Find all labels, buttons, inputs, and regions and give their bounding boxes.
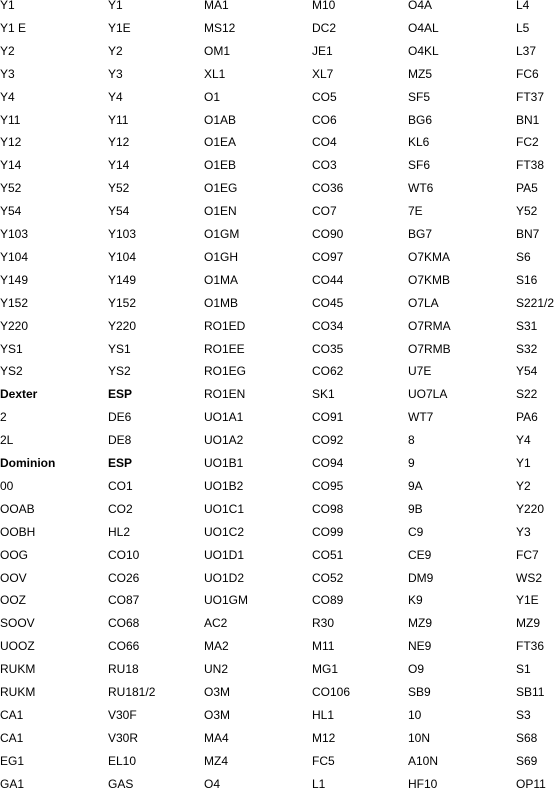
code-cell: Y1E — [108, 20, 131, 35]
code-cell: OOZ — [0, 593, 26, 608]
code-cell: FC5 — [312, 753, 335, 768]
code-cell: V30R — [108, 730, 139, 745]
code-cell: WT6 — [408, 181, 434, 196]
code-cell: O1EG — [204, 181, 238, 196]
code-cell: CO87 — [108, 593, 140, 608]
code-cell: O1 — [204, 89, 221, 104]
code-cell: 9A — [408, 478, 423, 493]
code-cell: SB11 — [516, 685, 545, 699]
code-cell: UO1D1 — [204, 547, 245, 562]
code-cell: 9B — [408, 501, 423, 516]
code-cell: UN2 — [204, 662, 229, 677]
code-cell: CO2 — [108, 501, 133, 516]
code-cell: DC2 — [312, 20, 337, 35]
code-cell: UOOZ — [0, 639, 35, 654]
code-cell: O3M — [204, 685, 231, 699]
code-cell: L1 — [312, 776, 326, 791]
code-cell: GAS — [108, 776, 134, 791]
code-cell: FT38 — [516, 158, 545, 173]
code-cell: CO35 — [312, 341, 344, 356]
code-cell: HL2 — [108, 524, 131, 539]
code-cell: U7E — [408, 364, 432, 379]
code-cell: Y149 — [108, 272, 137, 287]
code-cell: OOAB — [0, 501, 35, 516]
code-cell: RUKM — [0, 662, 36, 677]
code-cell: 2L — [0, 433, 14, 448]
code-cell: 10 — [408, 707, 422, 722]
code-cell: 00 — [0, 478, 14, 493]
code-cell: O1GM — [204, 227, 240, 241]
code-cell: PA5 — [516, 181, 538, 196]
code-cell: WT7 — [408, 410, 434, 425]
code-cell: M10 — [312, 0, 336, 12]
code-cell: S68 — [516, 730, 538, 745]
code-cell: 9 — [408, 456, 415, 470]
code-cell: Y12 — [108, 135, 130, 150]
code-cell: Y11 — [108, 112, 129, 127]
code-cell: Y220 — [108, 318, 137, 333]
code-cell: CO5 — [312, 89, 337, 104]
code-cell: 7E — [408, 204, 423, 219]
code-cell: DM9 — [408, 570, 434, 585]
code-cell: CO99 — [312, 524, 344, 539]
code-cell: RU181/2 — [108, 685, 156, 699]
code-cell: PA6 — [516, 410, 538, 425]
code-cell: YS1 — [0, 341, 23, 356]
code-cell: NE9 — [408, 639, 432, 654]
code-cell: CO95 — [312, 478, 344, 493]
code-cell: UO1B1 — [204, 456, 244, 470]
code-cell: RO1EN — [204, 387, 246, 402]
code-cell: CO97 — [312, 249, 344, 264]
code-cell: O3M — [204, 707, 231, 722]
code-cell: Y149 — [0, 272, 29, 287]
code-cell: SF5 — [408, 89, 431, 104]
code-cell: WS2 — [516, 570, 543, 585]
code-cell: V30F — [108, 707, 137, 722]
code-cell: O9 — [408, 662, 425, 677]
code-cell: S1 — [516, 662, 531, 677]
code-cell: Y220 — [0, 318, 29, 333]
code-cell: Y1 — [516, 456, 531, 470]
code-cell: L5 — [516, 20, 530, 35]
code-cell: Y3 — [516, 524, 531, 539]
code-cell: YS2 — [108, 364, 131, 379]
code-cell: O1AB — [204, 112, 237, 127]
code-cell: L37 — [516, 43, 537, 58]
code-cell: O7LA — [408, 295, 439, 310]
code-cell: CO89 — [312, 593, 344, 608]
code-cell: K9 — [408, 593, 423, 608]
code-cell: UO7LA — [408, 387, 448, 402]
code-cell: Y1 — [0, 0, 15, 12]
code-cell: CO3 — [312, 158, 337, 173]
code-cell: Y54 — [108, 204, 130, 219]
code-cell: Y54 — [0, 204, 22, 219]
code-cell: ESP — [108, 456, 133, 470]
code-cell: RO1EE — [204, 341, 245, 356]
code-cell: Y12 — [0, 135, 22, 150]
code-cell: UO1A1 — [204, 410, 244, 425]
code-cell: MA2 — [204, 639, 229, 654]
code-cell: CA1 — [0, 730, 24, 745]
code-cell: RO1ED — [204, 318, 246, 333]
code-cell: CO6 — [312, 112, 337, 127]
code-cell: S69 — [516, 753, 538, 768]
code-cell: FC6 — [516, 66, 539, 81]
code-cell: O4A — [408, 0, 433, 12]
code-cell: O1MA — [204, 272, 239, 287]
code-cell: S3 — [516, 707, 531, 722]
code-cell: CO62 — [312, 364, 344, 379]
code-cell: MZ9 — [516, 616, 540, 631]
code-cell: Y52 — [516, 204, 538, 219]
code-cell: MZ4 — [204, 753, 228, 768]
code-cell: O7RMB — [408, 341, 451, 356]
code-cell: Y1E — [516, 593, 539, 608]
code-cell: OM1 — [204, 43, 231, 58]
code-cell: MS12 — [204, 20, 236, 35]
code-cell: Y4 — [108, 89, 123, 104]
code-cell: DE8 — [108, 433, 132, 448]
code-cell: S31 — [516, 318, 538, 333]
code-cell: OOV — [0, 570, 27, 585]
code-cell: Y103 — [0, 227, 29, 241]
code-cell: 10N — [408, 730, 431, 745]
code-cell: RU18 — [108, 662, 139, 677]
code-cell: RUKM — [0, 685, 36, 699]
code-cell: Dominion — [0, 456, 56, 470]
code-cell: HL1 — [312, 707, 335, 722]
code-cell: Y152 — [0, 295, 29, 310]
code-cell: CO68 — [108, 616, 140, 631]
code-cell: UO1C1 — [204, 501, 245, 516]
code-cell: O1GH — [204, 249, 239, 264]
code-cell: S22 — [516, 387, 538, 402]
code-cell: GA1 — [0, 776, 25, 791]
code-cell: CE9 — [408, 547, 432, 562]
code-cell: S16 — [516, 272, 538, 287]
code-cell: OOG — [0, 547, 29, 562]
code-cell: FC2 — [516, 135, 539, 150]
code-cell: SK1 — [312, 387, 335, 402]
code-cell: Y104 — [108, 249, 137, 264]
code-cell: AC2 — [204, 616, 228, 631]
code-cell: Y104 — [0, 249, 29, 264]
code-cell: CO36 — [312, 181, 344, 196]
code-cell: RO1EG — [204, 364, 247, 379]
code-cell: CO51 — [312, 547, 344, 562]
code-cell: DE6 — [108, 410, 132, 425]
code-cell: ESP — [108, 387, 133, 402]
code-cell: MZ5 — [408, 66, 432, 81]
code-cell: M11 — [312, 639, 335, 654]
code-cell: CO7 — [312, 204, 337, 219]
code-cell: O1EN — [204, 204, 237, 219]
code-cell: UO1C2 — [204, 524, 245, 539]
code-cell: Y3 — [0, 66, 15, 81]
code-cell: CO45 — [312, 295, 344, 310]
code-cell: CO4 — [312, 135, 337, 150]
code-cell: C9 — [408, 524, 424, 539]
code-cell: MZ9 — [408, 616, 432, 631]
code-cell: R30 — [312, 616, 335, 631]
code-cell: O4AL — [408, 20, 439, 35]
code-cell: XL1 — [204, 66, 226, 81]
code-cell: O7KMA — [408, 249, 451, 264]
code-cell: A10N — [408, 753, 439, 768]
code-cell: OP11 — [516, 776, 546, 791]
code-cell: SOOV — [0, 616, 35, 631]
code-cell: OOBH — [0, 524, 36, 539]
code-cell: UO1D2 — [204, 570, 245, 585]
code-cell: HF10 — [408, 776, 438, 791]
code-cell: EL10 — [108, 753, 137, 768]
code-cell: CO98 — [312, 501, 344, 516]
code-cell: UO1A2 — [204, 433, 244, 448]
code-cell: Y4 — [516, 433, 531, 448]
code-cell: YS1 — [108, 341, 131, 356]
code-cell: FT37 — [516, 89, 545, 104]
code-cell: Y2 — [0, 43, 15, 58]
code-cell: FT36 — [516, 639, 545, 654]
code-cell: BN1 — [516, 112, 540, 127]
code-cell: SB9 — [408, 685, 431, 699]
code-cell: CO52 — [312, 570, 344, 585]
code-cell: Dexter — [0, 387, 38, 402]
code-cell: 2 — [0, 410, 7, 425]
code-cell: CO90 — [312, 227, 344, 241]
code-cell: CO10 — [108, 547, 140, 562]
code-cell: Y4 — [0, 89, 15, 104]
code-cell: Y14 — [108, 158, 130, 173]
code-cell: CO34 — [312, 318, 344, 333]
code-cell: Y52 — [0, 181, 22, 196]
code-cell: O4 — [204, 776, 221, 791]
code-cell: MA1 — [204, 0, 229, 12]
code-cell: KL6 — [408, 135, 430, 150]
code-cell: S221/2 — [516, 295, 555, 310]
code-cell: UO1GM — [204, 593, 249, 608]
code-cell: YS2 — [0, 364, 23, 379]
code-cell: MA4 — [204, 730, 229, 745]
code-cell: JE1 — [312, 43, 333, 58]
code-cell: O1EA — [204, 135, 237, 150]
code-cell: O7RMA — [408, 318, 451, 333]
code-cell: Y220 — [516, 501, 545, 516]
code-cell: FC7 — [516, 547, 539, 562]
code-cell: Y52 — [108, 181, 130, 196]
code-cell: BG7 — [408, 227, 433, 241]
code-cell: Y2 — [516, 478, 531, 493]
code-cell: CO91 — [312, 410, 344, 425]
code-cell: SF6 — [408, 158, 431, 173]
code-cell: Y54 — [516, 364, 538, 379]
code-cell: Y2 — [108, 43, 123, 58]
code-cell: O1MB — [204, 295, 239, 310]
code-cell: CO1 — [108, 478, 133, 493]
code-cell: O1EB — [204, 158, 237, 173]
code-cell: CO92 — [312, 433, 344, 448]
code-cell: Y152 — [108, 295, 137, 310]
code-cell: Y11 — [0, 112, 21, 127]
code-cell: CO44 — [312, 272, 344, 287]
code-cell: BN7 — [516, 227, 540, 241]
code-cell: M12 — [312, 730, 336, 745]
code-cell: S6 — [516, 249, 531, 264]
code-cell: Y1 — [108, 0, 123, 12]
code-cell: Y3 — [108, 66, 123, 81]
code-cell: EG1 — [0, 753, 25, 768]
code-cell: CO94 — [312, 456, 344, 470]
code-cell: L4 — [516, 0, 530, 12]
code-cell: Y1 E — [0, 20, 27, 35]
code-cell: CA1 — [0, 707, 24, 722]
code-cell: Y14 — [0, 158, 22, 173]
code-cell: 8 — [408, 433, 415, 448]
code-cell: CO26 — [108, 570, 140, 585]
code-cell: Y103 — [108, 227, 137, 241]
code-cell: O4KL — [408, 43, 439, 58]
code-cell: MG1 — [312, 662, 339, 677]
code-cell: O7KMB — [408, 272, 451, 287]
code-cell: BG6 — [408, 112, 433, 127]
code-cell: S32 — [516, 341, 538, 356]
code-cell: UO1B2 — [204, 478, 244, 493]
code-cell: CO106 — [312, 685, 351, 699]
code-cell: XL7 — [312, 66, 334, 81]
code-cell: CO66 — [108, 639, 140, 654]
